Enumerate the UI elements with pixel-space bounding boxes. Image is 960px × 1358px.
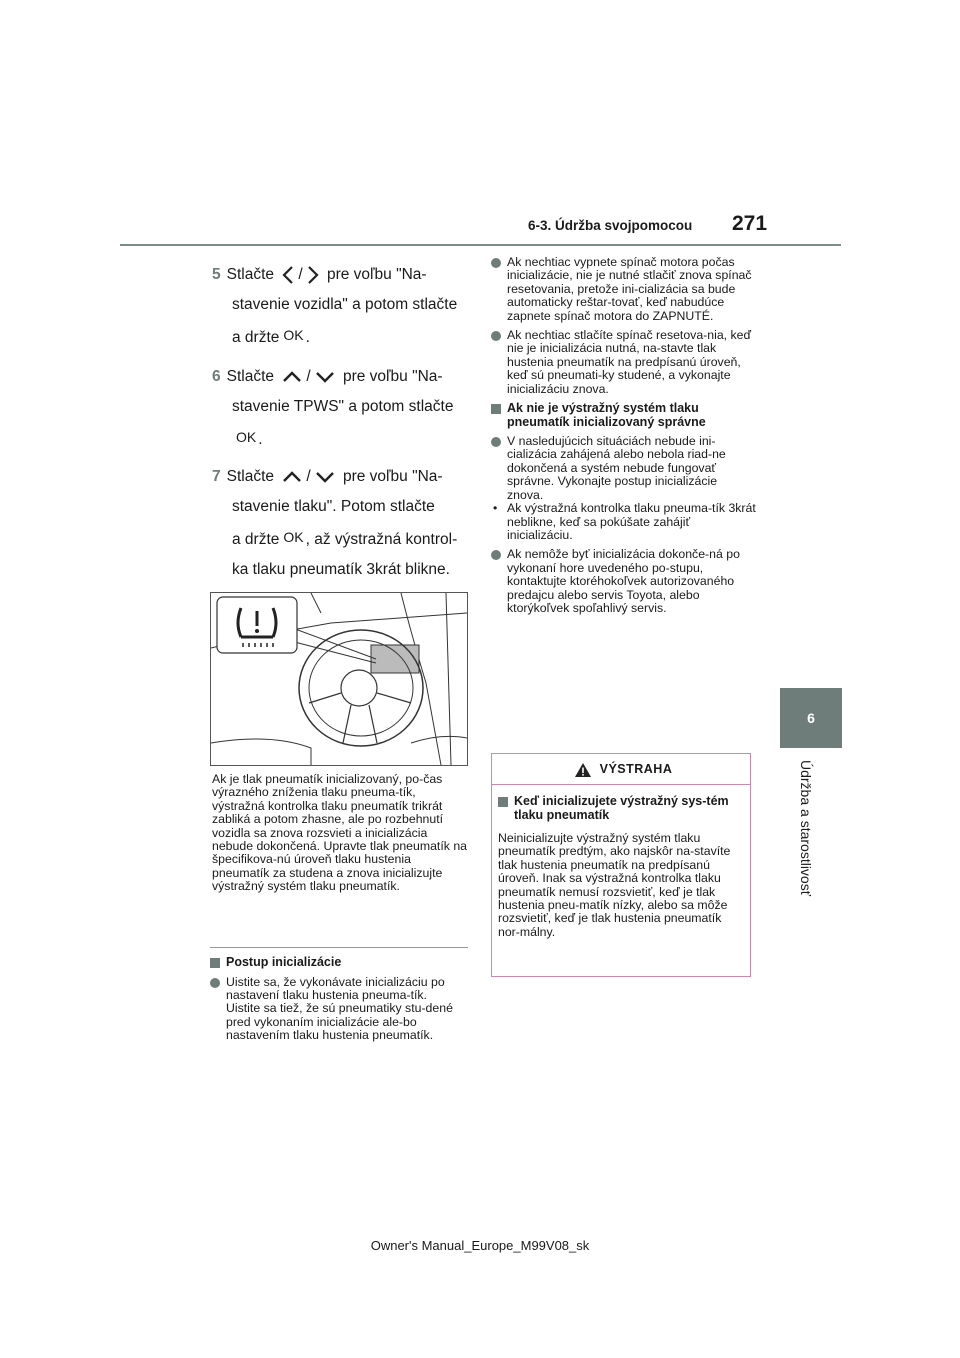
warning-subtitle: Keď inicializujete výstražný sys-tém tlaku pneumatík [498,795,744,822]
step-7-line4: ka tlaku pneumatík 3krát blikne. [232,561,450,578]
ok-button-icon: OK [283,327,304,343]
step-7-line1 [212,462,477,492]
warning-body [492,785,750,943]
step-5-line2: stavenie vozidla" a potom stlačte [232,296,458,313]
warning-text: Neinicializujte výstražný systém tlaku pneumatík predtým, ako najskôr na-stavíte tlak hustenia pneumatík na predpísanú úroveň. Inak sa výstražná kontrolka tlaku pneumatík nemusí rozsvietiť, keď je tlak hustenia pneu-matík nízky, alebo sa môže rozsvietiť, keď je tlak hustenia pneumatík nor-málny. [498,831,731,939]
chevron-left-icon [282,265,294,285]
step-text: , až výstražná kontrol- [305,531,458,548]
list-item-continued: Uistite sa tiež, že sú pneumatiky stu-dené pred vykonaním inicializácie ale-bo nastavením tlaku hustenia pneumatík. [226,1001,453,1043]
footer-text: Owner's Manual_Europe_M99V08_sk [370,1238,590,1253]
step-5-line1 [212,260,477,290]
section-title: 6-3. Údržba svojpomocou [528,218,693,233]
chevron-down-icon [315,471,335,483]
right-column [491,256,756,615]
chapter-label-text: Údržba a starostlivosť [798,760,814,896]
chevron-up-icon [282,371,302,383]
list-item: V nasledujúcich situáciách nebude ini-cializácia zahájená alebo nebola riad-ne dokončená a systém nebude fungovať správne. Vykonajte postup inicializácie znova. [491,435,756,502]
header-divider [120,244,841,246]
step-text: . [258,431,263,448]
ok-button-icon: OK [236,429,257,445]
dash-item: • Ak výstražná kontrolka tlaku pneuma-tík 3krát neblikne, keď sa pokúšate zahájiť inicializáciu. [491,502,756,542]
chevron-down-icon [315,371,335,383]
step-text: Stlačte [226,368,275,385]
step-text: a držte [232,329,280,346]
step-text: Stlačte [226,468,275,485]
section-divider [210,947,468,948]
step-5 [212,260,477,353]
warning-header [492,754,750,785]
step-text: a držte [232,531,280,548]
warning-box [491,753,751,977]
step-5-line3 [212,320,477,353]
subsection-title: Postup inicializácie [210,956,470,970]
step-6 [212,362,477,455]
step-number: 6 [212,368,221,385]
list-item: Ak nechtiac vypnete spínač motora počas inicializácie, nie je nutné stlačiť znova spínač resetovania, pretože ini-cializácia sa bude automaticky reštar-tovať, keď nabudúce zapnete spínač motora do ZAPNUTÉ. [491,256,756,323]
list-item: Ak nemôže byť inicializácia dokonče-ná po vykonaní hore uvedeného po-stupu, kontaktujte ktoréhokoľvek autorizovaného predajcu alebo servis Toyota, alebo ktorýkoľvek spoľahlivý servis. [491,548,756,615]
step-6-line3 [212,422,477,455]
step-text: pre voľbu "Na- [342,368,443,385]
chevron-up-icon [282,471,302,483]
chevron-right-icon [307,265,319,285]
figure-caption: Ak je tlak pneumatík inicializovaný, po-čas výrazného zníženia tlaku pneuma-tík, výstražná kontrolka tlaku pneumatík trikrát zabliká a potom zhasne, ale po rozbehnutí vozidla sa znova rozsvieti a inicializácia nebude dokončená. Upravte tlak pneumatík na špecifikova-nú úroveň tlaku hustenia pneumatík za studena a znova inicializujte výstražný systém tlaku pneumatík. [212,772,467,894]
separator: / [306,468,311,485]
step-text: pre voľbu "Na- [326,266,427,283]
step-text: pre voľbu "Na- [342,468,443,485]
page-number: 271 [732,212,768,235]
separator: / [298,266,303,283]
step-7-line2: stavenie tlaku". Potom stlačte [232,498,435,515]
separator: / [306,368,311,385]
step-6-line2: stavenie TPWS" a potom stlačte [232,398,454,415]
step-number: 7 [212,468,221,485]
chapter-label [784,760,824,960]
list-item: Ak nechtiac stlačíte spínač resetova-nia, keď nie je inicializácia nutná, na-stavte tlak hustenia pneumatík na predpísanú úroveň, keď sú pneumati-ky studené, a vykonajte inicializáciu znova. [491,329,756,396]
warning-triangle-icon [574,762,592,778]
subsection-title: Ak nie je výstražný systém tlaku pneumatík inicializovaný správne [491,402,756,429]
step-6-line1 [212,362,477,392]
step-7 [212,462,477,585]
step-7-line3 [212,522,477,555]
step-number: 5 [212,266,221,283]
step-text: . [305,329,310,346]
ok-button-icon: OK [283,529,304,545]
initialization-procedure [210,956,470,1043]
dashboard-illustration [210,592,468,766]
steering-wheel-illustration [211,593,467,765]
step-text: Stlačte [226,266,275,283]
warning-heading: VÝSTRAHA [599,762,673,776]
chapter-tab: 6 [780,688,842,748]
list-item: Uistite sa, že vykonávate inicializáciu po nastavení tlaku hustenia pneuma-tík. [210,976,470,1003]
